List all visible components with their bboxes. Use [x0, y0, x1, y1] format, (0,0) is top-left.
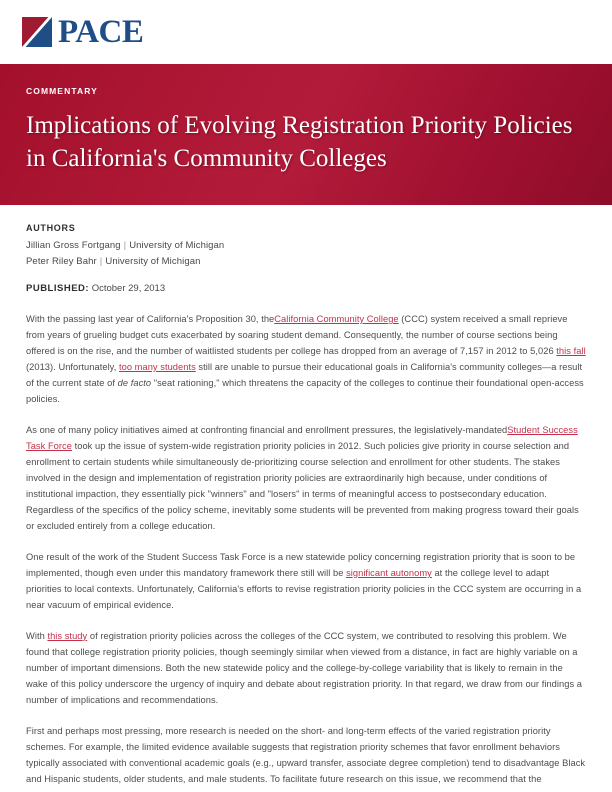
article-emphasis: de facto — [117, 377, 152, 388]
authors-label: AUTHORS — [26, 223, 76, 233]
article-body — [26, 312, 586, 788]
article-text: "seat rationing," which threatens the capacity of the colleges to continue their foundational open-access policies. — [26, 377, 584, 404]
article-paragraph — [26, 724, 586, 788]
article-text: (CCC) system received a small reprieve from years of grueling budget cuts exacerbated by soaring student demand. Consequently, the number of course sections being offered is on the rise, and the number of waitlisted students per college has dropped from an average of 7,157 in 2012 to 5,026 — [26, 314, 568, 356]
site-masthead — [0, 0, 612, 64]
article-paragraph — [26, 423, 586, 535]
article-paragraph — [26, 629, 586, 709]
article-text: took up the issue of system-wide registration priority policies in 2012. Such policies give priority in course selection and enrollment to certain students while simultaneously de-prioritizing course selection and enrollment for other students. The stakes involved in the design and implementation of registration priority policies are extraordinarily high because, under conditions of institutional impaction, they essentially pick "winners" and "losers" in terms of meaningful access to postsecondary education. Regardless of the specifics of the policy scheme, inevitably some students will be prevented from making progress toward their goals or excluded entirely from a college education. — [26, 440, 579, 531]
published-line — [26, 283, 586, 294]
article-link[interactable]: significant autonomy — [346, 567, 432, 578]
article-text: With the passing last year of California's Proposition 30, the — [26, 314, 275, 324]
article-link[interactable]: this study — [47, 630, 88, 641]
article-link[interactable]: Student Success Task Force — [26, 424, 578, 451]
article-text: One result of the work of the Student Success Task Force is a new statewide policy concerning registration priority that is soon to be implemented, though even under this mandatory framework there still will be — [26, 551, 576, 578]
content-type-kicker: COMMENTARY — [26, 86, 98, 96]
article-text: still are unable to pursue their educational goals in California's community colleges—a result of the current state of — [26, 361, 583, 388]
article-content — [0, 205, 612, 788]
pace-diagonal-square-logo-icon — [22, 17, 52, 47]
article-paragraph — [26, 550, 586, 614]
author-affiliation: University of Michigan — [105, 256, 201, 267]
author-name: Jillian Gross Fortgang — [26, 240, 121, 251]
hero-banner — [0, 64, 612, 205]
article-link[interactable]: this fall — [556, 345, 586, 356]
author-separator: | — [99, 256, 103, 267]
brand-wordmark: PACE — [58, 13, 144, 50]
published-date: October 29, 2013 — [91, 283, 166, 294]
author-row — [26, 240, 586, 251]
author-affiliation: University of Michigan — [129, 240, 225, 251]
page-title: Implications of Evolving Registration Priority Policies in California's Community Colleges — [26, 112, 573, 172]
author-row — [26, 256, 586, 267]
author-name: Peter Riley Bahr — [26, 256, 97, 267]
article-link[interactable]: too many students — [118, 361, 196, 372]
article-text: (2013). Unfortunately, — [26, 361, 119, 372]
article-text: As one of many policy initiatives aimed at confronting financial and enrollment pressures, the legislatively-mandated — [26, 424, 508, 435]
article-paragraph — [26, 312, 586, 408]
article-text: With — [26, 630, 48, 641]
article-text: of registration priority policies across the colleges of the CCC system, we contributed to resolving this problem. We found that college registration priority policies, though seemingly similar when viewed from a distance, in fact are highly variable on a number of important dimensions. Both the new statewide policy and the college-by-college variability that is likely to remain in the wake of this policy underscore the urgency of inquiry and debate about registration priority. In that regard, we draw from our findings a number of implications and recommendations. — [26, 630, 583, 705]
authors-list — [26, 240, 586, 267]
pace-logo[interactable] — [22, 13, 144, 50]
author-separator: | — [123, 240, 127, 251]
article-text: at the college level to adapt priorities to local contexts. Unfortunately, California's efforts to revise registration priority policies in the CCC system are occurring in a near vacuum of empirical evidence. — [26, 567, 582, 610]
published-label: PUBLISHED: — [26, 283, 90, 294]
article-link[interactable]: California Community College — [274, 314, 399, 324]
article-text: First and perhaps most pressing, more research is needed on the short- and long-term effects of the varied registration priority schemes. For example, the limited evidence available suggests that registration priority schemes that favor enrollment behaviors typically associated with conventional academic goals (e.g., upward transfer, associate degree completion) tend to disadvantage Black and Hispanic students, older students, and male students. To facilitate future research on this issue, we recommend that the — [26, 725, 586, 784]
